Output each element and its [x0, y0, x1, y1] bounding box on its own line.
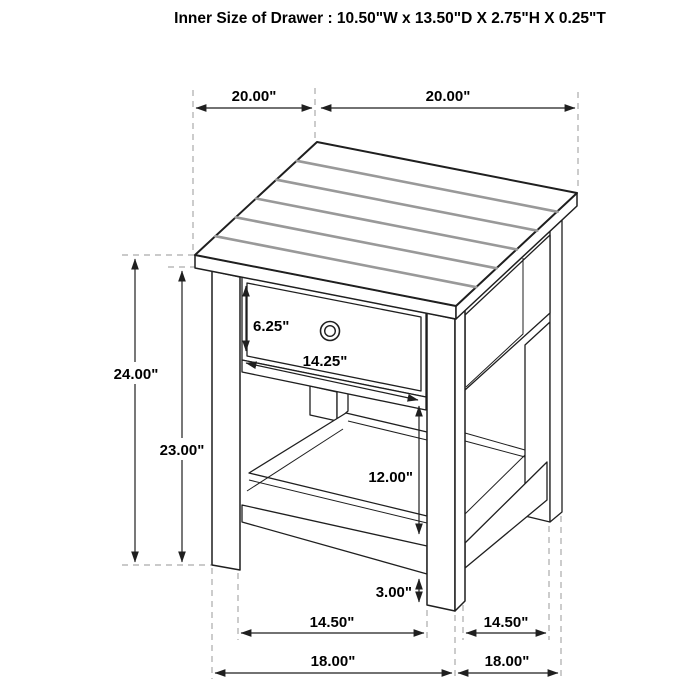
- dimension-height-under-top: [154, 271, 211, 562]
- dim-label-height-under-top: 23.00": [159, 442, 205, 459]
- dimension-overall-height: [108, 259, 164, 562]
- dimension-overall-width-right: [458, 653, 558, 673]
- dimension-shelf-to-floor: [376, 579, 419, 602]
- drawer-inner-size-title: Inner Size of Drawer : 10.50"W x 13.50"D X 2.75"H X 0.25"T: [174, 10, 606, 27]
- front-left-leg: [212, 271, 240, 570]
- dimension-top-width-right: [321, 88, 575, 108]
- table-drawing: [195, 142, 577, 611]
- dim-label-drawer-front-width: 14.25": [302, 353, 348, 370]
- dim-label-overall-height: 24.00": [113, 366, 159, 383]
- dim-label-top-width-right: 20.00": [425, 88, 471, 105]
- dim-label-top-width-left: 20.00": [231, 88, 277, 105]
- dim-label-overall-width-left: 18.00": [310, 653, 356, 670]
- front-lower-rail: [242, 505, 427, 574]
- dimension-top-width-left: [196, 88, 312, 108]
- dimension-overall-width-left: [215, 653, 452, 673]
- dim-label-shelf-to-floor: 3.00": [375, 584, 412, 601]
- front-leg: [427, 309, 465, 611]
- dim-label-shelf-clearance: 12.00": [368, 469, 413, 486]
- dimension-leg-span-right: [466, 614, 546, 633]
- dimension-leg-span-left: [241, 614, 424, 633]
- dim-label-overall-width-right: 18.00": [484, 653, 530, 670]
- dim-label-leg-span-left: 14.50": [309, 614, 355, 631]
- dim-label-leg-span-right: 14.50": [483, 614, 529, 631]
- dim-label-drawer-front-height: 6.25": [253, 318, 290, 335]
